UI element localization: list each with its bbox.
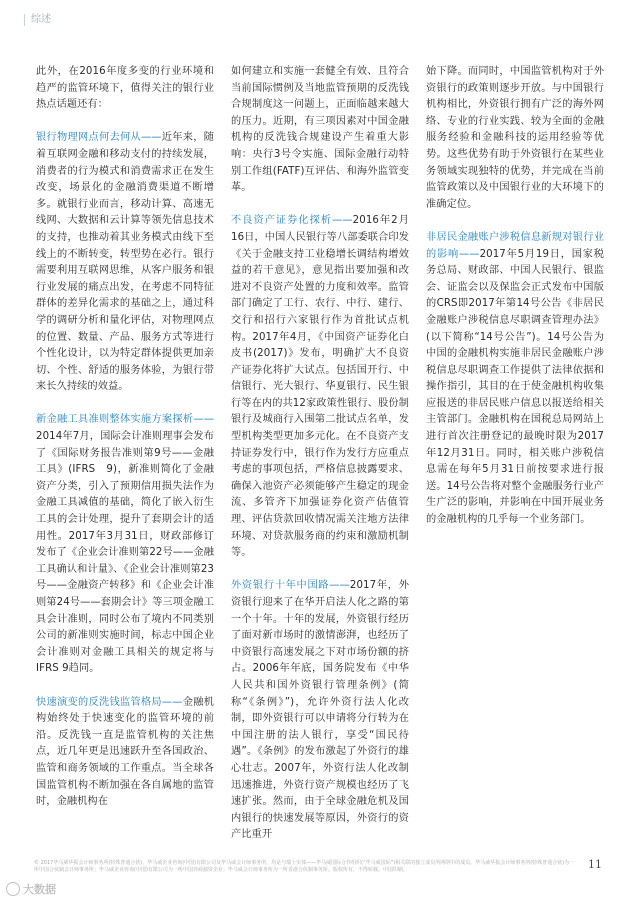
topic-heading: 外资银行十年中国路—— <box>231 580 350 592</box>
paragraph-body: 2017年5月19日，国家税务总局、财政部、中国人民银行、银监会、证监会以及保监会正式发布中国版的CRS即2017年第14号公告《非居民金融账户涉税信息尽职调查管理办法》(以下简称“14号公告”)。14号公告为中国的金融机构实施非居民金融账户涉税信息尽职调查工作提供了法律依据和操作指引，其目的在于使金融机构收集应报送的非居民账户信息以报送给相关主管部门。金融机构在国税总局网站上进行首次注册登记的最晚时限为2017年12月31日。同时，相关账户涉税信息需在每年5月31日前按要求进行报送。14号公告将对整个金融服务行业产生广泛的影响，并影响在中国开展业务的金融机构的几乎每一个业务部门。 <box>426 248 604 526</box>
paragraph-aml <box>36 695 214 811</box>
paragraph-npl <box>231 213 409 561</box>
topic-heading: 快速演变的反洗钱监管格局—— <box>36 696 183 708</box>
paragraph-body: 金融机构始终处于快速变化的监管环境的前沿。反洗钱一直是监管机构的关注焦点，近几年更是迅速跃升至各国政治、监管和商务领域的工作重点。当全球各国监管机构不断加强在各自属地的监管时，金融机构在 <box>36 696 214 808</box>
footer-legal: © 2017毕马威华振会计师事务所(特殊普通合伙)，毕马威企业咨询(中国)有限公司及毕马威会计师事务所，均是与瑞士实体——毕马威国际合作组织(“毕马威国际”)相关联的独立成员所网络中的成员。毕马威华振会计师事务所(特殊普通合伙)为一所中国合伙制会计师事务所；毕马威企业咨询(中国)有限公司为一所中国外商独资企业；毕马威会计师事务所为一所香港合伙制事务所。版权所有，不得转载。中国印刷。 <box>34 860 575 873</box>
topic-heading: 新金融工具准则整体实施方案探析—— <box>36 414 214 426</box>
paragraph-foreign-banks <box>231 578 409 844</box>
section-label: 综述 <box>24 14 51 26</box>
watermark-text: 大数据 <box>23 883 56 896</box>
text-column-3 <box>426 64 604 545</box>
text-column-2 <box>231 64 409 861</box>
paragraph-body: 2017年，外资银行迎来了在华开启法人化之路的第一个十年。十年的发展，外资银行经历了面对新市场时的激情澎湃，也经历了中资银行高速发展之下对市场份额的挤占。2006年年底，国务院发布《中华人民共和国外资银行管理条例》(简称“《条例》”)，允许外资行法人化改制，即外资银行可以申请将分行转为在中国注册的法人银行，享受“国民待遇”。《条例》的发布激起了外资行的雄心壮志。2007年，外资行法人化改制迅速推进，外资行资产规模也经历了飞速扩张。然而，由于全球金融危机及国内银行的快速发展等原因，外资行的资产比重开 <box>231 580 409 841</box>
paragraph-ifrs9 <box>36 412 214 678</box>
paragraph-body: 2014年7月，国际会计准则理事会发布了《国际财务报告准则第9号——金融工具》(IFRS 9)，新准则简化了金融资产分类，引入了预期信用损失法作为金融工具减值的基础，简化了嵌入衍生工具的会计处理，提升了套期会计的适用性。2017年3月31日，财政部修订发布了《企业会计准则第22号——金融工具确认和计量》、《企业会计准则第23号——金融资产转移》和《企业会计准则第24号——套期会计》等三项金融工具会计准则，同时公布了境内不同类别公司的新准则实施时间，标志中国企业会计准则对金融工具相关的规定将与IFRS 9趋同。 <box>36 431 214 675</box>
watermark <box>6 881 56 897</box>
page-number: 11 <box>588 858 602 871</box>
paragraph-aml-cont: 如何建立和实施一套健全有效、且符合当前国际惯例及当地监管预期的反洗钱合规制度这一问题上，正面临越来越大的压力。近期，有三项因素对中国金融机构的反洗钱合规建设产生着重大影响：央行3号令实施、国际金融行动特别工作组(FATF)互评估、和海外监管变革。 <box>231 66 409 194</box>
paragraph-crs <box>426 230 604 529</box>
paragraph-branch <box>36 130 214 396</box>
paragraph-body: 近年来，随着互联网金融和移动支付的持续发展，消费者的行为模式和消费需求正在发生改变，场景化的金融消费渠道不断增多。就银行业而言，移动计算、高速无线网、大数据和云计算等领先信息技术的支持，也推动着其业务模式由线下至线上的不断转变，转型势在必行。银行需要利用互联网思维，从客户服务和银行业发展的痛点出发，在考虑不同特征群体的差异化需求的基础之上，通过科学的调研分析和量化评估，对物理网点的位置、数量、产品、服务方式等进行个性化设计，以为特定群体提供更加亲切、个性、舒适的服务体验，为银行带来长久持续的效益。 <box>36 132 215 393</box>
topic-heading: 非居民金融账户涉税信息新规对银行业的影响—— <box>426 231 604 260</box>
watermark-logo-icon <box>6 882 20 896</box>
paragraph-intro: 此外，在2016年度多变的行业环境和趋严的监管环境下，值得关注的银行业热点话题还有： <box>36 66 214 111</box>
text-column-1 <box>36 64 214 827</box>
paragraph-body: 2016年2月16日，中国人民银行等八部委联合印发《关于金融支持工业稳增长调结构增效益的若干意见》，意见指出要加强和改进对不良资产处置的力度和效率。监管部门确定了工行、农行、中行、建行、交行和招行六家银行作为首批试点机构。2017年4月，《中国资产证券化白皮书(2017)》发布，明确扩大不良资产证券化将扩大试点。包括国开行、中信银行、光大银行、华夏银行、民生银行等在内的共12家政策性银行、股份制银行及城商行入围第二批试点名单，发型机构类型更加多元化。在不良资产支持证券发行中，银行作为发行方应重点考虑的事项包括，严格信息披露要求、确保入池资产必须能够产生稳定的现金流、多管齐下加强证券化资产估值管理、评估贷款回收情况需关注地方法律环境、对贷款服务商的约束和激励机制等。 <box>231 215 409 559</box>
topic-heading: 银行物理网点何去何从—— <box>36 132 162 144</box>
topic-heading: 不良资产证券化探析—— <box>231 215 353 227</box>
paragraph-foreign-banks-cont: 始下降。而同时，中国监管机构对于外资银行的政策则逐步开放。与中国银行机构相比，外资银行拥有广泛的海外网络、专业的行业实践、较为全面的金融服务经验和金融科技的运用经验等优势。这些优势有助于外资银行在某些业务领域实现独特的优势，并完成在当前监管政策以及中国银行业的大环境下的准确定位。 <box>426 66 604 210</box>
